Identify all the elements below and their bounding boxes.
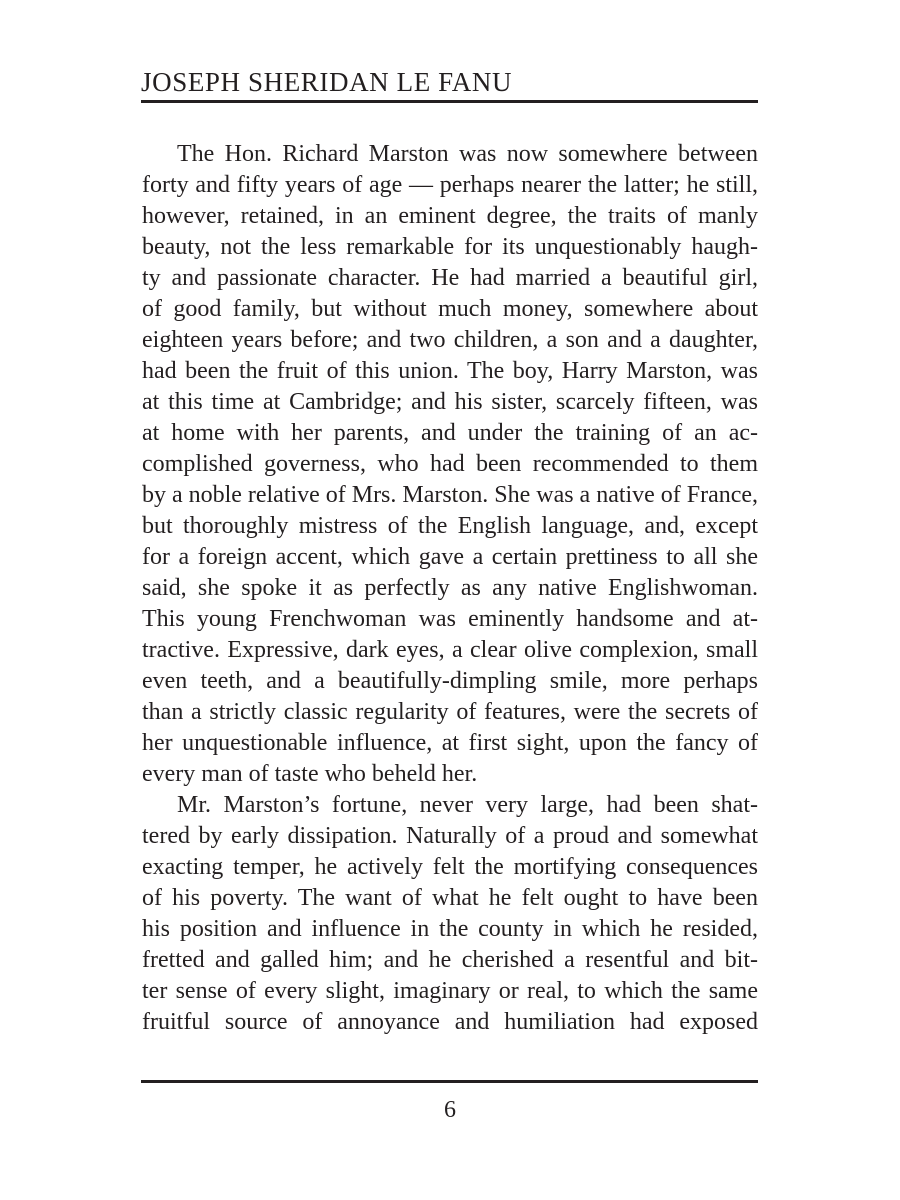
header-rule — [141, 100, 758, 103]
footer-rule — [141, 1080, 758, 1083]
text-line: by a noble relative of Mrs. Marston. She was a native of France, — [142, 482, 758, 508]
text-line: for a foreign accent, which gave a certain prettiness to all she — [142, 544, 758, 570]
text-line: Mr. Marston’s fortune, never very large, had been shat- — [177, 792, 758, 818]
text-line: exacting temper, he actively felt the mortifying consequences — [142, 854, 758, 880]
paragraph-1 — [142, 139, 758, 790]
text-line: ty and passionate character. He had married a beautiful girl, — [142, 265, 758, 291]
page-number: 6 — [444, 1097, 456, 1123]
text-line: said, she spoke it as perfectly as any native Englishwoman. — [142, 575, 758, 601]
text-line: beauty, not the less remarkable for its unquestionably haugh- — [142, 234, 758, 260]
paragraph-2 — [142, 790, 758, 1038]
text-line: tractive. Expressive, dark eyes, a clear olive complexion, small — [142, 637, 758, 663]
text-line: The Hon. Richard Marston was now somewhere between — [177, 141, 758, 167]
text-line: of his poverty. The want of what he felt ought to have been — [142, 885, 758, 911]
text-line: fretted and galled him; and he cherished a resentful and bit- — [142, 947, 758, 973]
text-line: than a strictly classic regularity of features, were the secrets of — [142, 699, 758, 725]
text-line: complished governess, who had been recommended to them — [142, 451, 758, 477]
text-line: his position and influence in the county in which he resided, — [142, 916, 758, 942]
text-line: of good family, but without much money, somewhere about — [142, 296, 758, 322]
text-line: ter sense of every slight, imaginary or real, to which the same — [142, 978, 758, 1004]
text-line: but thoroughly mistress of the English language, and, except — [142, 513, 758, 539]
text-line: at this time at Cambridge; and his sister, scarcely fifteen, was — [142, 389, 758, 415]
text-line: every man of taste who beheld her. — [142, 761, 478, 787]
text-line: even teeth, and a beautifully-dimpling smile, more perhaps — [142, 668, 758, 694]
text-line: fruitful source of annoyance and humiliation had exposed — [142, 1009, 758, 1035]
text-line: forty and fifty years of age — perhaps nearer the latter; he still, — [142, 172, 758, 198]
text-line: her unquestionable influence, at first sight, upon the fancy of — [142, 730, 758, 756]
text-line: had been the fruit of this union. The boy, Harry Marston, was — [142, 358, 758, 384]
text-line: at home with her parents, and under the training of an ac- — [142, 420, 758, 446]
running-header-title: JOSEPH SHERIDAN LE FANU — [141, 67, 513, 97]
text-line: however, retained, in an eminent degree, the traits of manly — [142, 203, 758, 229]
text-line: This young Frenchwoman was eminently handsome and at- — [142, 606, 758, 632]
text-line: tered by early dissipation. Naturally of a proud and somewhat — [142, 823, 758, 849]
text-line: eighteen years before; and two children, a son and a daughter, — [142, 327, 758, 353]
body-text — [142, 139, 758, 1038]
